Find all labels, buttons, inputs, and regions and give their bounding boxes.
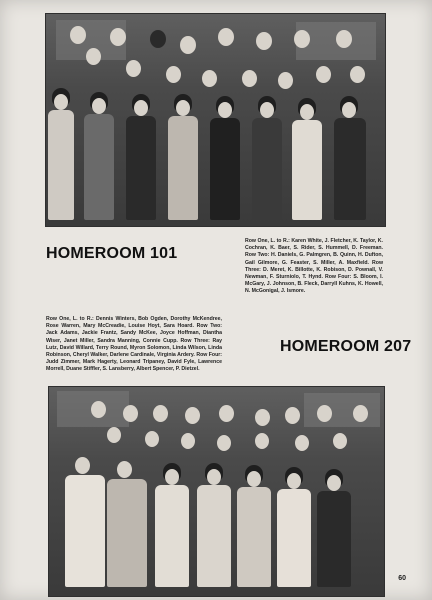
photo-caption: Row One, L. to R.: Dennis Winters, Bob Ogden, Dorothy McKendree, Rose Warren, Mary McCreadie, Louise Hoyt, Sara Hoard. Row Two: Jack Adams, Jackie Frantz, Sandy McKee, Joyce Hoffman, Diantha Wiser, Janet Miller, Sandra Manning, Connie Cupp. Row Three: Ray Lutz, David Willard, Terry Round, Myron Solomon, Linda Wilson, Linda Robinson, Cheryl Walker, Darlene Cardinale, Virginia Ardery. Row Four: Judd Zimmer, Mark Hagerty, Leonard Tripaney, David Fyle, Lawrence Morrell, Duane Stiffler, S. Lansberry, Albert Spencer, P. Dietzel.	[46, 316, 222, 373]
page-number: 60	[398, 575, 406, 582]
homeroom-101-photo	[45, 13, 386, 227]
homeroom-title: HOMEROOM 101	[46, 245, 178, 262]
background-window	[304, 393, 380, 427]
photo-caption: Row One, L. to R.: Karen White, J. Fletcher, K. Taylor, K. Cochran, K. Baer, S. Rider, S. Hummell, D. Freeman. Row Two: H. Daniels, G. Palmgren, B. Quinn, H. Dufton, Gail Gilmore, G. Feaster, S. Miller, A. Maxfield. Row Three: D. Meret, K. Billotte, K. Robison, D. Pownall, V. Newman, F. Sturniolo, T. Hynd. Row Four: S. Bloom, I. McGary, J. Johnson, B. Fleck, Darryll Kuhns, K. Howell, N. McGonigal, J. Ismore.	[245, 238, 383, 295]
homeroom-title: HOMEROOM 207	[280, 338, 412, 355]
homeroom-207-photo	[48, 386, 385, 597]
